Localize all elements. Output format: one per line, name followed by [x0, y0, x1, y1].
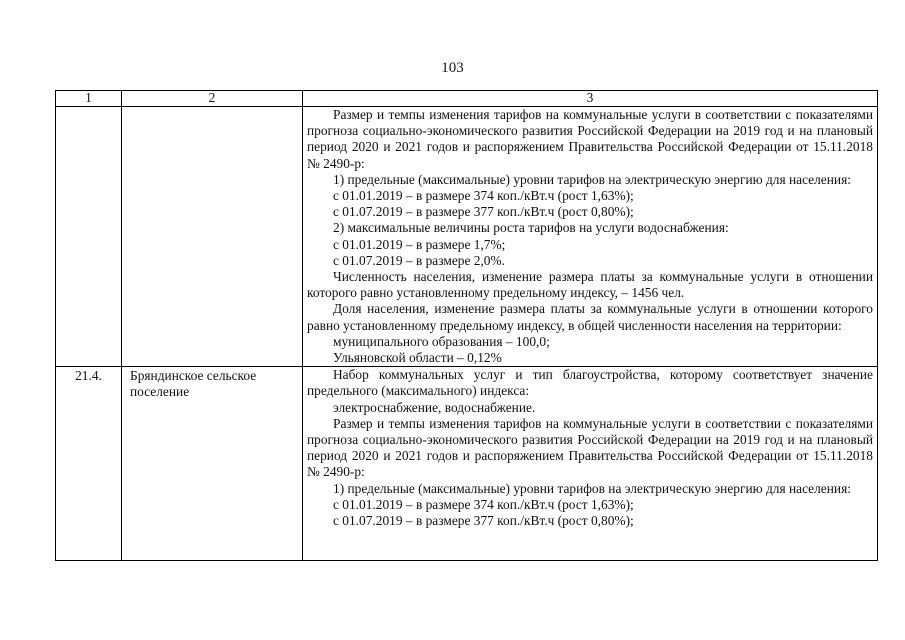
- column-header: 2: [122, 91, 303, 107]
- paragraph: электроснабжение, водоснабжение.: [333, 399, 536, 415]
- paragraph: с 01.07.2019 – в размере 2,0%.: [333, 252, 505, 268]
- paragraph: с 01.01.2019 – в размере 374 коп./кВт.ч (рост 1,63%);: [333, 188, 634, 204]
- paragraph: муниципального образования – 100,0;: [333, 333, 550, 349]
- paragraph: с 01.07.2019 – в размере 377 коп./кВт.ч (рост 0,80%);: [333, 513, 634, 529]
- settlement-name: Бряндинское сельское поселение: [122, 367, 303, 561]
- row-description: [303, 367, 878, 561]
- row-number: 21.4.: [56, 367, 122, 561]
- paragraph: с 01.01.2019 – в размере 374 коп./кВт.ч (рост 1,63%);: [333, 496, 634, 512]
- paragraph: Доля населения, изменение размера платы за коммунальные услуги в отношении которого равно установленному предельному индексу, в общей численности населения на территории:: [307, 301, 873, 333]
- paragraph: Размер и темпы изменения тарифов на коммунальные услуги в соответствии с показателями прогноза социально-экономического развития Российской Федерации на 2019 год и на плановый период 2020 и 2021 годов и распоряжением Правительства Российской Федерации от 15.11.2018 № 2490-р:: [307, 415, 873, 480]
- paragraph: Набор коммунальных услуг и тип благоустройства, которому соответствует значение предельного (максимального) индекса:: [307, 367, 873, 399]
- table-row: [56, 367, 878, 561]
- column-header: 1: [56, 91, 122, 107]
- column-header: 3: [303, 91, 878, 107]
- row-number: [56, 107, 122, 367]
- paragraph: 1) предельные (максимальные) уровни тарифов на электрическую энергию для населения:: [333, 480, 851, 496]
- paragraph: Ульяновской области – 0,12%: [333, 350, 502, 366]
- table-header-row: [56, 91, 878, 107]
- table-row: [56, 107, 878, 367]
- paragraph: с 01.07.2019 – в размере 377 коп./кВт.ч (рост 0,80%);: [333, 204, 634, 220]
- paragraph: 2) максимальные величины роста тарифов на услуги водоснабжения:: [333, 220, 729, 236]
- paragraph: Размер и темпы изменения тарифов на коммунальные услуги в соответствии с показателями прогноза социально-экономического развития Российской Федерации на 2019 год и на плановый период 2020 и 2021 годов и распоряжением Правительства Российской Федерации от 15.11.2018 № 2490-р:: [307, 107, 873, 171]
- page-number: 103: [441, 60, 464, 76]
- tariff-table: [55, 90, 878, 561]
- settlement-name: [122, 107, 303, 367]
- paragraph: с 01.01.2019 – в размере 1,7%;: [333, 236, 506, 252]
- paragraph: 1) предельные (максимальные) уровни тарифов на электрическую энергию для населения:: [333, 171, 851, 187]
- paragraph: Численность населения, изменение размера платы за коммунальные услуги в отношении которого равно установленному предельному индексу, – 1456 чел.: [307, 269, 873, 301]
- row-description: [303, 107, 878, 367]
